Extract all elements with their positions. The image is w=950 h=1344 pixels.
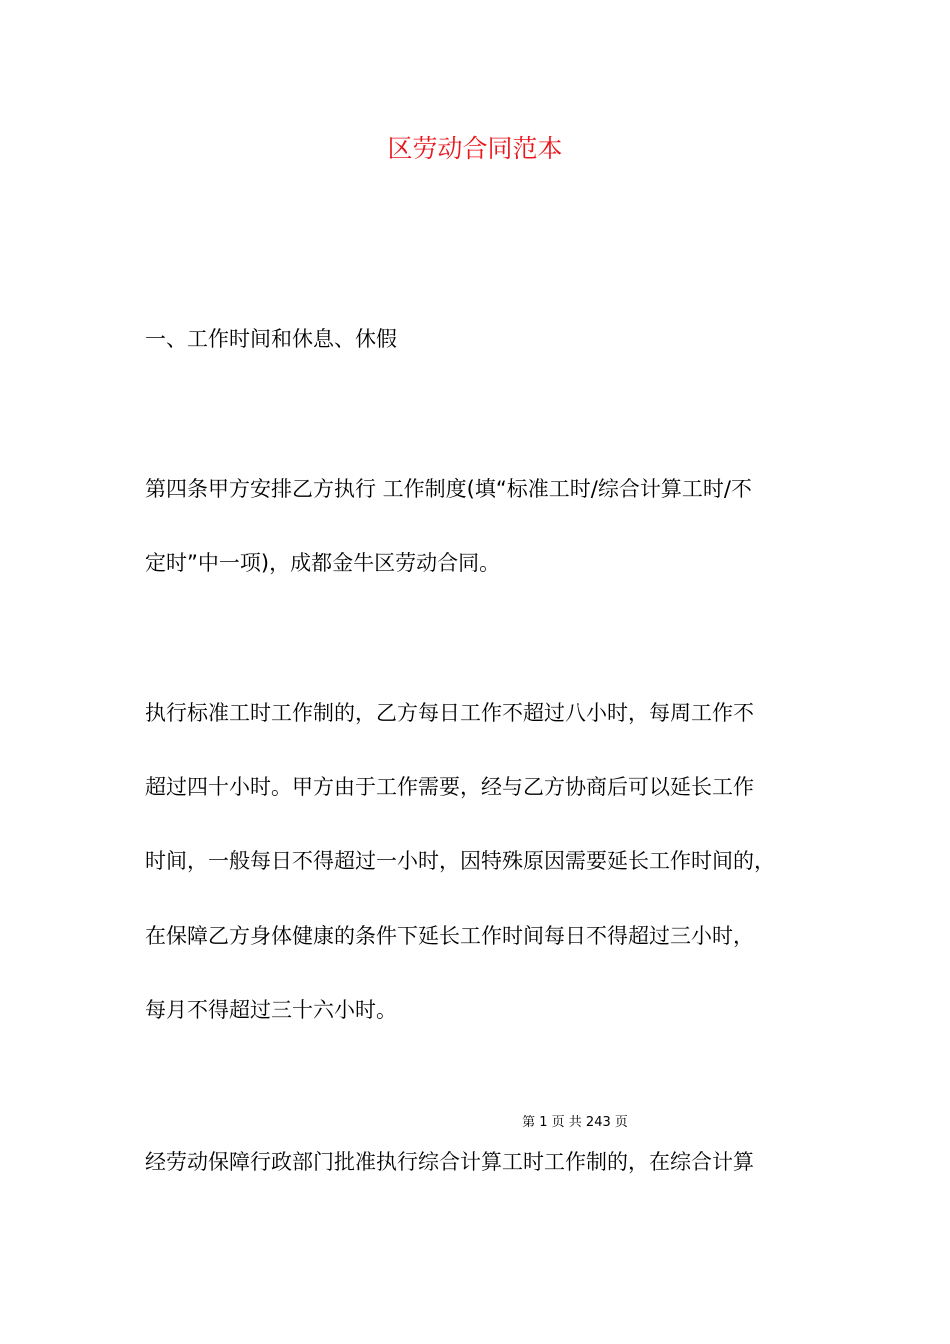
- paragraph-2-line-1: 执行标准工时工作制的，乙方每日工作不超过八小时，每周工作不: [145, 701, 754, 725]
- page-footer: 第 1 页 共 243 页: [522, 1115, 628, 1130]
- paragraph-1-line-1: 第四条甲方安排乙方执行 工作制度(填“标准工时/综合计算工时/不: [145, 477, 752, 501]
- paragraph-2-line-2: 超过四十小时。甲方由于工作需要，经与乙方协商后可以延长工作: [145, 775, 754, 799]
- paragraph-1-line-2: 定时”中一项)，成都金牛区劳动合同。: [145, 551, 501, 575]
- document-title: 区劳动合同范本: [387, 134, 563, 163]
- paragraph-2-line-4: 在保障乙方身体健康的条件下延长工作时间每日不得超过三小时，: [145, 924, 754, 948]
- paragraph-2-line-3: 时间，一般每日不得超过一小时，因特殊原因需要延长工作时间的，: [145, 849, 775, 873]
- paragraph-2-line-5: 每月不得超过三十六小时。: [145, 998, 397, 1022]
- section-heading: 一、工作时间和休息、休假: [145, 327, 397, 351]
- paragraph-3-line-1: 经劳动保障行政部门批准执行综合计算工时工作制的，在综合计算: [145, 1150, 754, 1174]
